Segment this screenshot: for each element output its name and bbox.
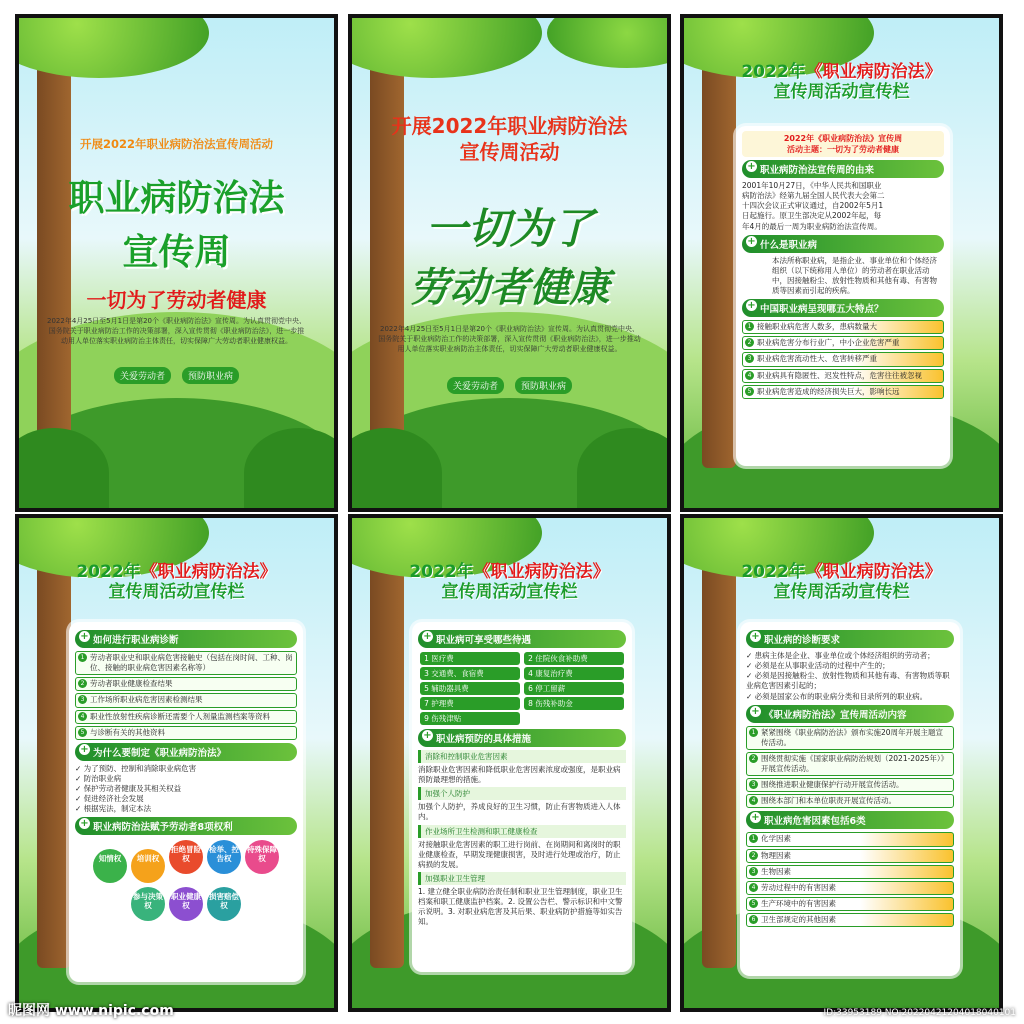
header-title <box>19 562 334 603</box>
tree-canopy <box>15 14 209 78</box>
poster-5 <box>348 514 671 1012</box>
poster-4 <box>15 514 338 1012</box>
requirement-item: ✓ 患病主体是企业、事业单位或个体经济组织的劳动者； <box>746 651 935 660</box>
benefits-grid <box>418 651 626 726</box>
why-law-item: ✓ 为了预防、控制和消除职业病危害 <box>75 763 197 773</box>
intro-paragraph: 2022年4月25日至5月1日是第20个《职业病防治法》宣传周。为认真贯彻党中央、国务院关于职业病防治工作的决策部署，深入宣传贯彻《职业病防治法》，进一步推动用人单位落实职业病防治主体责任，切实保障广大劳动者职业健康权益。 <box>378 325 641 354</box>
item-text: 职业病危害流动性大、危害转移严重 <box>757 354 877 364</box>
diagnosis-list <box>75 651 297 740</box>
item-text: 劳动者职业健康检查结果 <box>90 679 173 689</box>
factor-item <box>746 897 954 911</box>
factor-item <box>746 881 954 895</box>
theme-banner <box>742 131 944 157</box>
benefit-item: 3 交通费、食宿费 <box>420 667 520 680</box>
item-text: 职业病具有隐匿性、迟发性特点，危害往往被忽视 <box>757 370 922 380</box>
header-line2: 宣传周活动宣传栏 <box>773 82 910 103</box>
diagnosis-item <box>75 726 297 740</box>
poster-6 <box>680 514 1003 1012</box>
requirement-item: ✓ 必须是在从事职业活动的过程中产生的； <box>746 661 890 671</box>
poster-2 <box>348 14 671 512</box>
header-title <box>684 562 999 603</box>
right-badge: 检举、控告权 <box>207 840 241 874</box>
calligraphy-line-1: 一切为了 <box>425 204 594 253</box>
item-number: 1 <box>745 322 754 331</box>
factors-list <box>746 832 954 927</box>
header-line2: 宣传周活动宣传栏 <box>108 582 245 603</box>
item-number: 1 <box>78 653 87 662</box>
item-text: 生物因素 <box>761 866 791 876</box>
item-text: 卫生部规定的其他因素 <box>761 915 836 924</box>
item-number: 2 <box>749 754 758 763</box>
big-title-2: 宣传周 <box>122 232 231 273</box>
diagnosis-item <box>75 693 297 707</box>
origin-text: 2001年10月27日，《中华人民共和国职业病防治法》经第九届全国人民代表大会第二十四次会议正式审议通过，自2002年5月1日起施行。原卫生部决定从2002年起，每年4月的最后一周为职业病防治法宣传周。 <box>742 181 885 231</box>
tag-prevent-disease: 预防职业病 <box>515 377 572 394</box>
benefit-item: 8 伤残补助金 <box>524 697 624 710</box>
right-badge: 知情权 <box>93 849 127 883</box>
item-number: 5 <box>749 899 758 908</box>
factor-item <box>746 849 954 863</box>
item-number: 3 <box>745 354 754 363</box>
header-title <box>684 62 999 103</box>
requirement-item: ✓ 必须是因接触粉尘、放射性物质和其他有毒、有害物质等职业病危害因素引起的； <box>746 671 950 691</box>
slogan: 一切为了劳动者健康 <box>86 288 267 312</box>
item-number: 3 <box>78 695 87 704</box>
diagnosis-item <box>75 677 297 691</box>
measure-2-title: 加强个人防护 <box>418 787 626 800</box>
item-number: 4 <box>745 371 754 380</box>
benefit-item: 9 伤残津贴 <box>420 712 520 725</box>
section-why-law: + 为什么要制定《职业病防治法》 <box>75 743 297 761</box>
rights-grid <box>75 838 297 923</box>
item-number: 2 <box>745 338 754 347</box>
header-year: 2022年 <box>409 562 474 582</box>
requirement-item: ✓ 必须是国家公布的职业病分类和目录所列的职业病。 <box>746 691 928 701</box>
calligraphy-line-2: 劳动者健康 <box>409 264 610 311</box>
activities-list <box>746 726 954 809</box>
benefit-item: 2 住院伙食补助费 <box>524 652 624 665</box>
diagnosis-item <box>75 651 297 675</box>
banner-line1: 2022年《职业病防治法》宣传周 <box>783 134 903 143</box>
header-title <box>352 562 667 603</box>
item-text: 生产环境中的有害因素 <box>761 898 836 908</box>
section-rights: + 职业病防治法赋予劳动者8项权利 <box>75 817 297 835</box>
content-card <box>412 622 632 972</box>
feature-item <box>742 369 944 383</box>
header-line2: 宣传周活动宣传栏 <box>773 582 910 603</box>
right-badge: 职业健康权 <box>169 887 203 921</box>
benefit-item: 5 辅助器具费 <box>420 682 520 695</box>
item-number: 3 <box>749 780 758 789</box>
header-year: 2022年 <box>741 62 806 82</box>
feature-item <box>742 320 944 334</box>
right-badge: 拒绝冒险权 <box>169 840 203 874</box>
right-badge: 参与决策权 <box>131 887 165 921</box>
item-text: 职业病危害造成的经济损失巨大，影响长远 <box>757 386 900 396</box>
site-logo: 昵图网 www.nipic.com <box>8 1003 174 1019</box>
item-number: 4 <box>749 883 758 892</box>
header-year: 2022年 <box>741 562 806 582</box>
content-card <box>736 126 950 466</box>
item-text: 职业病危害分布行业广，中小企业危害严重 <box>757 338 900 348</box>
item-number: 5 <box>78 728 87 737</box>
measure-4-title: 加强职业卫生管理 <box>418 872 626 885</box>
right-badge: 损害赔偿权 <box>207 887 241 921</box>
factor-item <box>746 913 954 927</box>
tag-prevent-disease: 预防职业病 <box>182 367 239 384</box>
feature-item <box>742 336 944 350</box>
content-card <box>69 622 303 982</box>
section-benefits: + 职业病可享受哪些待遇 <box>418 630 626 648</box>
factor-item <box>746 832 954 846</box>
benefit-item: 6 停工留薪 <box>524 682 624 695</box>
feature-item <box>742 352 944 366</box>
benefit-item: 4 康复治疗费 <box>524 667 624 680</box>
poster-1 <box>15 14 338 512</box>
why-law-item: ✓ 保护劳动者健康及其相关权益 <box>75 784 182 793</box>
header-law: 《职业病防治法》 <box>140 562 277 582</box>
item-number: 3 <box>749 867 758 876</box>
tree-trunk <box>702 48 736 468</box>
intro-paragraph: 2022年4月25日至5月1日是第20个《职业病防治法》宣传周。为认真贯彻党中央、国务院关于职业病防治工作的决策部署，深入宣传贯彻《职业病防治法》，进一步推动用人单位落实职业病防治主体责任，切实保障广大劳动者职业健康权益。 <box>47 317 306 346</box>
item-number: 2 <box>749 851 758 860</box>
requirements-list <box>746 651 954 702</box>
top-title: 开展2022年职业病防治法宣传周活动 <box>79 137 273 151</box>
tag-row <box>352 374 667 394</box>
item-number: 5 <box>745 387 754 396</box>
item-text: 化学因素 <box>761 834 791 844</box>
item-number: 4 <box>78 712 87 721</box>
item-text: 工作场所职业病危害因素检测结果 <box>90 695 203 705</box>
item-text: 围绕推进职业健康保护行动开展宣传活动。 <box>761 780 904 790</box>
tree-trunk <box>702 548 736 968</box>
what-is-text: 本法所称职业病，是指企业、事业单位和个体经济组织（以下统称用人单位）的劳动者在职业活动中，因接触粉尘、放射性物质和其他有毒、有害物质等因素而引起的疾病。 <box>772 255 937 295</box>
measure-3-text: 对接触职业危害因素的职工进行岗前、在岗期间和离岗时的职业健康检查，早期发现健康损害，及时进行处理或治疗，防止病损的发展。 <box>418 839 621 869</box>
why-law-item: ✓ 促进经济社会发展 <box>75 794 144 804</box>
item-number: 4 <box>749 796 758 805</box>
measure-4-text: 1. 建立健全职业病防治责任制和职业卫生管理制度，职业卫生档案和职工健康监护档案。2. 设置公告栏、警示标识和中文警示说明。3. 对职业病危害及其后果、职业病防护措施等如实告知。 <box>418 886 623 927</box>
content-card <box>740 622 960 976</box>
section-what-is: + 什么是职业病 <box>742 235 944 253</box>
tree-canopy <box>348 14 542 78</box>
item-text: 职业性放射性疾病诊断还需要个人剂量监测档案等资料 <box>90 711 270 721</box>
item-text: 与诊断有关的其他资料 <box>90 727 165 737</box>
measure-1-title: 消除和控制职业危害因素 <box>418 750 626 763</box>
right-badge: 培训权 <box>131 849 165 883</box>
item-text: 围绕本部门和本单位职责开展宣传活动。 <box>761 796 896 806</box>
why-law-item: ✓ 根据宪法，制定本法 <box>75 804 152 814</box>
measure-2-text: 加强个人防护，养成良好的卫生习惯，防止有害物质进入人体内。 <box>418 802 621 822</box>
item-number: 1 <box>749 728 758 737</box>
tree-canopy <box>547 14 671 68</box>
tree-trunk <box>370 548 404 968</box>
item-text: 围绕贯彻实施《国家职业病防治规划（2021-2025年）》开展宣传活动。 <box>761 753 949 773</box>
item-text: 紧紧围绕《职业病防治法》颁布实施20周年开展主题宣传活动。 <box>761 727 944 747</box>
diagnosis-item <box>75 710 297 724</box>
benefit-item: 1 医疗费 <box>420 652 520 665</box>
item-number: 2 <box>78 679 87 688</box>
item-text: 劳动过程中的有害因素 <box>761 882 836 892</box>
activity-item <box>746 726 954 750</box>
section-prevention: + 职业病预防的具体措施 <box>418 729 626 747</box>
section-features: + 中国职业病呈现哪五大特点？ <box>742 299 944 317</box>
section-diagnosis: + 如何进行职业病诊断 <box>75 630 297 648</box>
poster-3 <box>680 14 1003 512</box>
section-factors: + 职业病危害因素包括6类 <box>746 811 954 829</box>
big-title-1: 职业病防治法 <box>68 178 285 219</box>
tag-row <box>19 364 334 384</box>
tag-care-workers: 关爱劳动者 <box>447 377 504 394</box>
tag-care-workers: 关爱劳动者 <box>114 367 171 384</box>
header-law: 《职业病防治法》 <box>805 562 942 582</box>
factor-item <box>746 865 954 879</box>
right-badge: 特殊保障权 <box>245 840 279 874</box>
section-origin: + 职业病防治法宣传周的由来 <box>742 160 944 178</box>
features-list <box>742 320 944 399</box>
image-id: ID:33953189 NO:20220421204018040101 <box>823 1008 1016 1018</box>
measure-1-text: 消除职业危害因素和降低职业危害因素浓度或强度，是职业病预防最理想的措施。 <box>418 765 621 785</box>
footer-bar <box>0 1000 1024 1024</box>
measure-3-title: 作业场所卫生检测和职工健康检查 <box>418 825 626 838</box>
item-text: 劳动者职业史和职业病危害接触史（包括在岗时间、工种、岗位、接触的职业病危害因素名称等） <box>90 653 293 673</box>
item-text: 接触职业病危害人数多，患病数量大 <box>757 322 877 332</box>
why-law-list <box>75 764 297 815</box>
activity-item <box>746 752 954 776</box>
top-title: 开展2022年职业病防治法宣传周活动 <box>391 114 628 164</box>
item-number: 1 <box>749 834 758 843</box>
why-law-item: ✓ 防治职业病 <box>75 773 122 783</box>
activity-item <box>746 778 954 792</box>
tree-trunk <box>37 548 71 968</box>
section-requirements: + 职业病的诊断要求 <box>746 630 954 648</box>
header-year: 2022年 <box>76 562 141 582</box>
banner-line2: 活动主题：一切为了劳动者健康 <box>787 145 899 154</box>
benefit-item: 7 护理费 <box>420 697 520 710</box>
item-number: 6 <box>749 915 758 924</box>
activity-item <box>746 794 954 808</box>
item-text: 物理因素 <box>761 850 791 860</box>
feature-item <box>742 385 944 399</box>
header-law: 《职业病防治法》 <box>805 62 942 82</box>
header-law: 《职业病防治法》 <box>473 562 610 582</box>
section-activities: + 《职业病防治法》宣传周活动内容 <box>746 705 954 723</box>
header-line2: 宣传周活动宣传栏 <box>441 582 578 603</box>
